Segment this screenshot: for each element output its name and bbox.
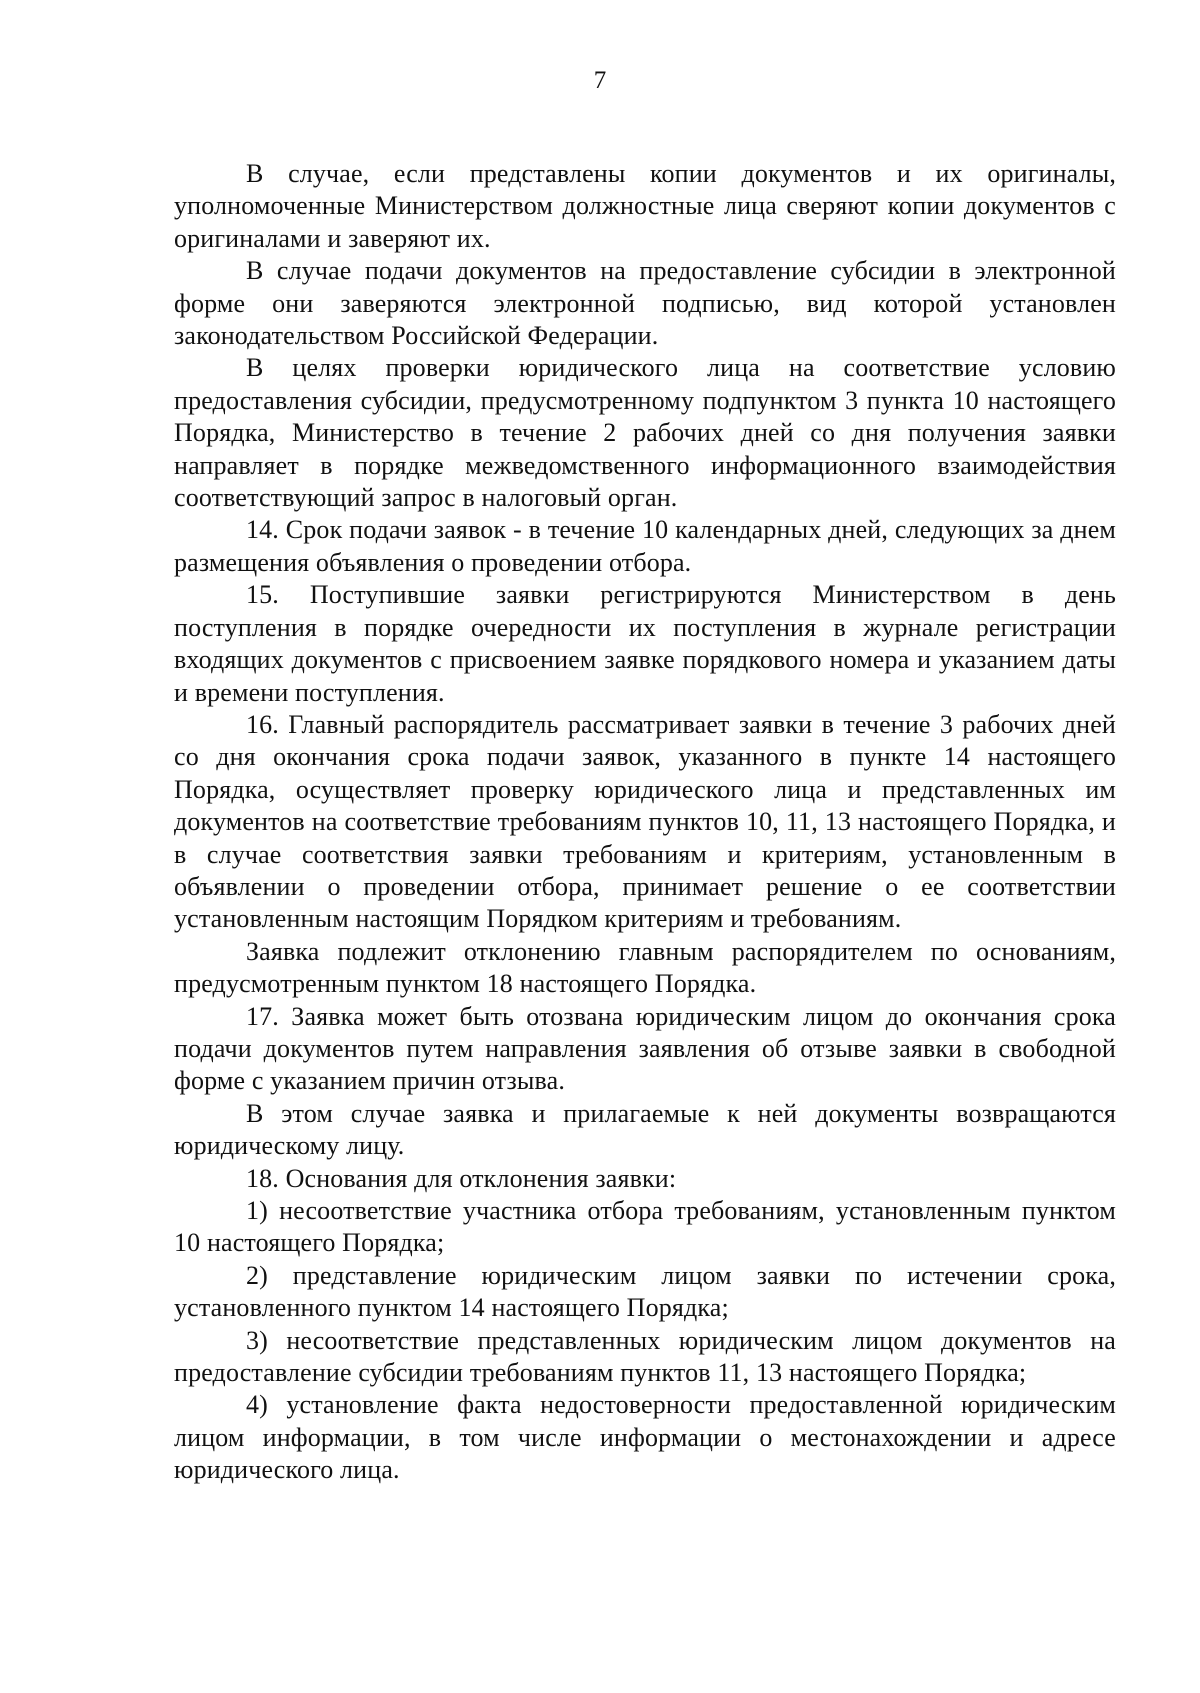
list-item-18-4: 4) установление факта недостоверности предоставленной юридическим лицом информации, в том числе информации о местонахождении и адресе юридического лица. [174, 1390, 1116, 1485]
paragraph-rejection-grounds-ref: Заявка подлежит отклонению главным распорядителем по основаниям, предусмотренным пунктом 18 настоящего Порядка. [174, 936, 1116, 999]
document-body [174, 158, 1116, 1487]
paragraph-documents-returned: В этом случае заявка и прилагаемые к ней документы возвращаются юридическому лицу. [174, 1098, 1116, 1161]
paragraph-item-18: 18. Основания для отклонения заявки: [246, 1163, 677, 1193]
list-item-18-2: 2) представление юридическим лицом заявки по истечении срока, установленного пунктом 14 настоящего Порядка; [174, 1260, 1116, 1323]
paragraph-copies-verification: В случае, если представлены копии документов и их оригиналы, уполномоченные Министерством должностные лица сверяют копии документов с оригиналами и заверяют их. [174, 159, 1116, 253]
list-item-18-3: 3) несоответствие представленных юридическим лицом документов на предоставление субсидии требованиям пунктов 11, 13 настоящего Порядка; [174, 1325, 1116, 1388]
list-item-18-1: 1) несоответствие участника отбора требованиям, установленным пунктом 10 настоящего Порядка; [174, 1196, 1116, 1258]
paragraph-item-15: 15. Поступившие заявки регистрируются Министерством в день поступления в порядке очередности их поступления в журнале регистрации входящих документов с присвоением заявке порядкового номера и указанием даты и времени поступления. [174, 580, 1116, 707]
paragraph-electronic-form: В случае подачи документов на предоставление субсидии в электронной форме они заверяются электронной подписью, вид которой установлен законодательством Российской Федерации. [174, 256, 1116, 351]
paragraph-item-14: 14. Срок подачи заявок - в течение 10 календарных дней, следующих за днем размещения объявления о проведении отбора. [174, 515, 1116, 577]
page-number: 7 [593, 67, 607, 94]
paragraph-item-17: 17. Заявка может быть отозвана юридическим лицом до окончания срока подачи документов путем направления заявления об отзыве заявки в свободной форме с указанием причин отзыва. [174, 1001, 1116, 1096]
paragraph-tax-request: В целях проверки юридического лица на соответствие условию предоставления субсидии, предусмотренному подпунктом 3 пункта 10 настоящего Порядка, Министерство в течение 2 рабочих дней со дня получения заявки направляет в порядке межведомственного информационного взаимодействия соответствующий запрос в налоговый орган. [174, 353, 1116, 513]
paragraph-item-16: 16. Главный распорядитель рассматривает заявки в течение 3 рабочих дней со дня окончания срока подачи заявок, указанного в пункте 14 настоящего Порядка, осуществляет проверку юридического лица и представленных им документов на соответствие требованиям пунктов 10, 11, 13 настоящего Порядка, и в случае соответствия заявки требованиям и критериям, установленным в объявлении о проведении отбора, принимает решение о ее соответствии установленным настоящим Порядком критериям и требованиям. [174, 709, 1116, 934]
